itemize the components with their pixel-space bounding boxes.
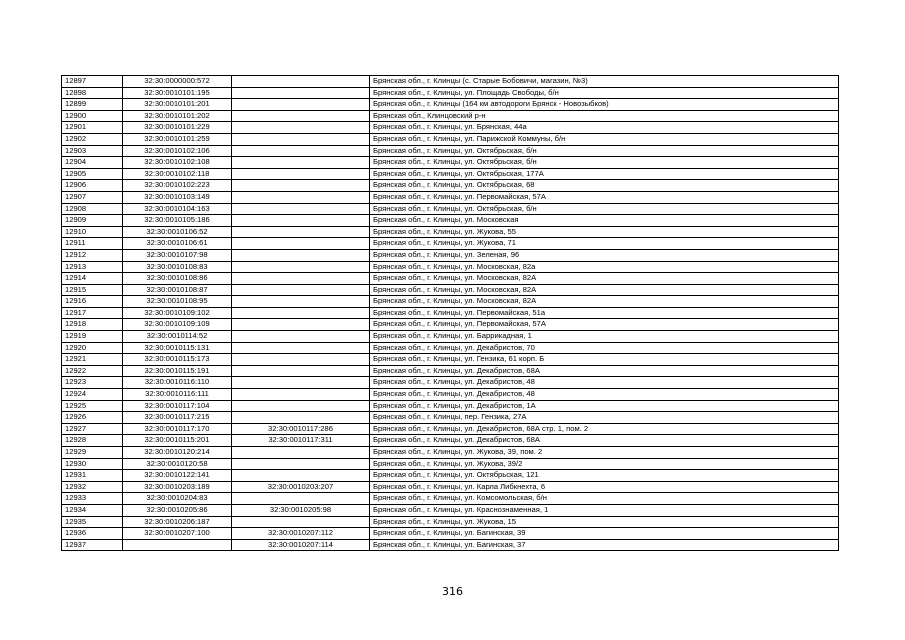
address-cell: Брянская обл., г. Клинцы, ул. Зеленая, 96 <box>370 249 839 261</box>
cadastral-number-cell: 32:30:0010106:52 <box>123 226 232 238</box>
row-number-cell: 12922 <box>62 365 123 377</box>
related-cadastral-number-cell <box>232 203 370 215</box>
address-cell: Брянская обл., г. Клинцы, ул. Карла Либкнехта, 6 <box>370 481 839 493</box>
address-cell: Брянская обл., г. Клинцы, ул. Жукова, 71 <box>370 238 839 250</box>
address-cell: Брянская обл., г. Клинцы, ул. Декабристов, 68А стр. 1, пом. 2 <box>370 423 839 435</box>
address-cell: Брянская обл., г. Клинцы, ул. Октябрьская, б/н <box>370 145 839 157</box>
row-number-cell: 12903 <box>62 145 123 157</box>
cadastral-number-cell: 32:30:0010104:163 <box>123 203 232 215</box>
related-cadastral-number-cell <box>232 122 370 134</box>
table-row <box>62 435 839 447</box>
row-number-cell: 12912 <box>62 249 123 261</box>
cadastral-number-cell: 32:30:0010108:87 <box>123 284 232 296</box>
row-number-cell: 12914 <box>62 273 123 285</box>
cadastral-number-cell: 32:30:0010101:259 <box>123 133 232 145</box>
cadastral-number-cell: 32:30:0010103:149 <box>123 191 232 203</box>
table-row <box>62 423 839 435</box>
address-cell: Брянская обл., г. Клинцы (164 км автодороги Брянск - Новозыбков) <box>370 99 839 111</box>
row-number-cell: 12920 <box>62 342 123 354</box>
table-body <box>62 76 839 551</box>
table-row <box>62 296 839 308</box>
address-cell: Брянская обл., г. Клинцы, ул. Декабристов, 70 <box>370 342 839 354</box>
cadastral-number-cell: 32:30:0010116:111 <box>123 389 232 401</box>
related-cadastral-number-cell <box>232 76 370 88</box>
cadastral-number-cell: 32:30:0010120:214 <box>123 447 232 459</box>
row-number-cell: 12908 <box>62 203 123 215</box>
related-cadastral-number-cell <box>232 447 370 459</box>
cadastral-number-cell: 32:30:0010115:201 <box>123 435 232 447</box>
table-row <box>62 191 839 203</box>
table-row <box>62 122 839 134</box>
related-cadastral-number-cell <box>232 389 370 401</box>
table-row <box>62 203 839 215</box>
cadastral-number-cell: 32:30:0010116:110 <box>123 377 232 389</box>
table-row <box>62 238 839 250</box>
cadastral-number-cell: 32:30:0010122:141 <box>123 470 232 482</box>
cadastral-number-cell: 32:30:0010109:102 <box>123 307 232 319</box>
related-cadastral-number-cell <box>232 273 370 285</box>
row-number-cell: 12917 <box>62 307 123 319</box>
cadastral-number-cell: 32:30:0010206:187 <box>123 516 232 528</box>
related-cadastral-number-cell <box>232 342 370 354</box>
related-cadastral-number-cell <box>232 261 370 273</box>
table-row <box>62 133 839 145</box>
table-row <box>62 99 839 111</box>
address-cell: Брянская обл., г. Клинцы, ул. Октябрьская, 68 <box>370 180 839 192</box>
related-cadastral-number-cell <box>232 99 370 111</box>
related-cadastral-number-cell <box>232 307 370 319</box>
table-row <box>62 331 839 343</box>
related-cadastral-number-cell: 32:30:0010203:207 <box>232 481 370 493</box>
related-cadastral-number-cell <box>232 354 370 366</box>
related-cadastral-number-cell <box>232 365 370 377</box>
table-row <box>62 76 839 88</box>
table-row <box>62 354 839 366</box>
address-cell: Брянская обл., г. Клинцы, ул. Площадь Свободы, б/н <box>370 87 839 99</box>
related-cadastral-number-cell: 32:30:0010117:286 <box>232 423 370 435</box>
cadastral-number-cell: 32:30:0010115:173 <box>123 354 232 366</box>
table-row <box>62 447 839 459</box>
related-cadastral-number-cell <box>232 331 370 343</box>
cadastral-number-cell: 32:30:0010102:108 <box>123 157 232 169</box>
cadastral-number-cell: 32:30:0010115:191 <box>123 365 232 377</box>
row-number-cell: 12927 <box>62 423 123 435</box>
cadastral-number-cell: 32:30:0010203:189 <box>123 481 232 493</box>
table-row <box>62 481 839 493</box>
address-cell: Брянская обл., г. Клинцы, ул. Парижской Коммуны, б/н <box>370 133 839 145</box>
cadastral-number-cell: 32:30:0010101:195 <box>123 87 232 99</box>
table-row <box>62 180 839 192</box>
address-cell: Брянская обл., г. Клинцы, ул. Декабристов, 68А <box>370 435 839 447</box>
related-cadastral-number-cell <box>232 87 370 99</box>
address-cell: Брянская обл., г. Клинцы, пер. Гензика, 27А <box>370 412 839 424</box>
row-number-cell: 12902 <box>62 133 123 145</box>
row-number-cell: 12909 <box>62 215 123 227</box>
cadastral-number-cell: 32:30:0010101:229 <box>123 122 232 134</box>
related-cadastral-number-cell <box>232 168 370 180</box>
table-row <box>62 377 839 389</box>
address-cell: Брянская обл., г. Клинцы (с. Старые Бобовичи, магазин, №3) <box>370 76 839 88</box>
row-number-cell: 12919 <box>62 331 123 343</box>
address-cell: Брянская обл., г. Клинцы, ул. Багинская, 39 <box>370 528 839 540</box>
cadastral-number-cell: 32:30:0010114:52 <box>123 331 232 343</box>
cadastral-number-cell: 32:30:0010105:186 <box>123 215 232 227</box>
table-row <box>62 226 839 238</box>
row-number-cell: 12928 <box>62 435 123 447</box>
related-cadastral-number-cell <box>232 493 370 505</box>
row-number-cell: 12937 <box>62 539 123 551</box>
cadastral-number-cell: 32:30:0010109:109 <box>123 319 232 331</box>
table-row <box>62 539 839 551</box>
address-cell: Брянская обл., г. Клинцы, ул. Первомайская, 57А <box>370 319 839 331</box>
address-cell: Брянская обл., г. Клинцы, ул. Багинская, 37 <box>370 539 839 551</box>
row-number-cell: 12905 <box>62 168 123 180</box>
related-cadastral-number-cell <box>232 157 370 169</box>
table-row <box>62 412 839 424</box>
table-row <box>62 157 839 169</box>
related-cadastral-number-cell <box>232 249 370 261</box>
address-cell: Брянская обл., г. Клинцы, ул. Московская, 82а <box>370 261 839 273</box>
address-cell: Брянская обл., г. Клинцы, ул. Краснознаменная, 1 <box>370 504 839 516</box>
related-cadastral-number-cell: 32:30:0010205:98 <box>232 504 370 516</box>
cadastral-number-cell: 32:30:0010117:104 <box>123 400 232 412</box>
address-cell: Брянская обл., Клинцовский р-н <box>370 110 839 122</box>
address-cell: Брянская обл., г. Клинцы, ул. Жукова, 15 <box>370 516 839 528</box>
row-number-cell: 12916 <box>62 296 123 308</box>
row-number-cell: 12936 <box>62 528 123 540</box>
related-cadastral-number-cell <box>232 133 370 145</box>
row-number-cell: 12931 <box>62 470 123 482</box>
cadastral-number-cell: 32:30:0010117:215 <box>123 412 232 424</box>
related-cadastral-number-cell: 32:30:0010207:114 <box>232 539 370 551</box>
table-row <box>62 493 839 505</box>
related-cadastral-number-cell <box>232 412 370 424</box>
table-row <box>62 342 839 354</box>
address-cell: Брянская обл., г. Клинцы, ул. Комсомольская, б/н <box>370 493 839 505</box>
cadastral-number-cell: 32:30:0010101:202 <box>123 110 232 122</box>
table-row <box>62 365 839 377</box>
table-row <box>62 389 839 401</box>
related-cadastral-number-cell <box>232 470 370 482</box>
cadastral-table <box>61 75 839 551</box>
address-cell: Брянская обл., г. Клинцы, ул. Первомайская, 57А <box>370 191 839 203</box>
table-row <box>62 215 839 227</box>
address-cell: Брянская обл., г. Клинцы, ул. Московская, 82А <box>370 284 839 296</box>
cadastral-number-cell: 32:30:0010205:86 <box>123 504 232 516</box>
related-cadastral-number-cell <box>232 215 370 227</box>
related-cadastral-number-cell <box>232 226 370 238</box>
cadastral-number-cell: 32:30:0010120:58 <box>123 458 232 470</box>
row-number-cell: 12925 <box>62 400 123 412</box>
row-number-cell: 12900 <box>62 110 123 122</box>
related-cadastral-number-cell <box>232 191 370 203</box>
cadastral-number-cell: 32:30:0010102:118 <box>123 168 232 180</box>
address-cell: Брянская обл., г. Клинцы, ул. Октябрьская, б/н <box>370 157 839 169</box>
row-number-cell: 12935 <box>62 516 123 528</box>
table-row <box>62 87 839 99</box>
row-number-cell: 12933 <box>62 493 123 505</box>
row-number-cell: 12930 <box>62 458 123 470</box>
row-number-cell: 12923 <box>62 377 123 389</box>
row-number-cell: 12915 <box>62 284 123 296</box>
table-row <box>62 249 839 261</box>
row-number-cell: 12929 <box>62 447 123 459</box>
row-number-cell: 12926 <box>62 412 123 424</box>
row-number-cell: 12901 <box>62 122 123 134</box>
table-row <box>62 307 839 319</box>
row-number-cell: 12921 <box>62 354 123 366</box>
related-cadastral-number-cell <box>232 284 370 296</box>
address-cell: Брянская обл., г. Клинцы, ул. Баррикадная, 1 <box>370 331 839 343</box>
page-number: 316 <box>442 585 463 598</box>
table-row <box>62 504 839 516</box>
table-row <box>62 273 839 285</box>
cadastral-number-cell: 32:30:0010102:223 <box>123 180 232 192</box>
cadastral-number-cell: 32:30:0010115:131 <box>123 342 232 354</box>
cadastral-number-cell <box>123 539 232 551</box>
row-number-cell: 12904 <box>62 157 123 169</box>
table-row <box>62 284 839 296</box>
row-number-cell: 12932 <box>62 481 123 493</box>
table-row <box>62 261 839 273</box>
cadastral-number-cell: 32:30:0010207:100 <box>123 528 232 540</box>
related-cadastral-number-cell <box>232 400 370 412</box>
address-cell: Брянская обл., г. Клинцы, ул. Брянская, 44а <box>370 122 839 134</box>
table-row <box>62 470 839 482</box>
cadastral-number-cell: 32:30:0010108:83 <box>123 261 232 273</box>
row-number-cell: 12934 <box>62 504 123 516</box>
address-cell: Брянская обл., г. Клинцы, ул. Октябрьская, б/н <box>370 203 839 215</box>
row-number-cell: 12907 <box>62 191 123 203</box>
related-cadastral-number-cell <box>232 145 370 157</box>
cadastral-number-cell: 32:30:0010102:106 <box>123 145 232 157</box>
row-number-cell: 12913 <box>62 261 123 273</box>
row-number-cell: 12910 <box>62 226 123 238</box>
address-cell: Брянская обл., г. Клинцы, ул. Жукова, 39, пом. 2 <box>370 447 839 459</box>
table-row <box>62 145 839 157</box>
cadastral-number-cell: 32:30:0010204:83 <box>123 493 232 505</box>
cadastral-number-cell: 32:30:0010106:61 <box>123 238 232 250</box>
address-cell: Брянская обл., г. Клинцы, ул. Гензика, 61 корп. Б <box>370 354 839 366</box>
cadastral-number-cell: 32:30:0010117:170 <box>123 423 232 435</box>
row-number-cell: 12897 <box>62 76 123 88</box>
row-number-cell: 12911 <box>62 238 123 250</box>
row-number-cell: 12899 <box>62 99 123 111</box>
address-cell: Брянская обл., г. Клинцы, ул. Первомайская, 51а <box>370 307 839 319</box>
related-cadastral-number-cell <box>232 296 370 308</box>
address-cell: Брянская обл., г. Клинцы, ул. Жукова, 39/2 <box>370 458 839 470</box>
address-cell: Брянская обл., г. Клинцы, ул. Декабристов, 48 <box>370 377 839 389</box>
row-number-cell: 12918 <box>62 319 123 331</box>
related-cadastral-number-cell: 32:30:0010117:311 <box>232 435 370 447</box>
cadastral-number-cell: 32:30:0010107:98 <box>123 249 232 261</box>
row-number-cell: 12924 <box>62 389 123 401</box>
table-row <box>62 528 839 540</box>
cadastral-number-cell: 32:30:0000000:572 <box>123 76 232 88</box>
related-cadastral-number-cell <box>232 516 370 528</box>
row-number-cell: 12898 <box>62 87 123 99</box>
table-row <box>62 516 839 528</box>
related-cadastral-number-cell <box>232 110 370 122</box>
table-row <box>62 458 839 470</box>
related-cadastral-number-cell <box>232 319 370 331</box>
related-cadastral-number-cell <box>232 458 370 470</box>
table-row <box>62 110 839 122</box>
row-number-cell: 12906 <box>62 180 123 192</box>
address-cell: Брянская обл., г. Клинцы, ул. Октябрьская, 121 <box>370 470 839 482</box>
table-row <box>62 400 839 412</box>
address-cell: Брянская обл., г. Клинцы, ул. Октябрьская, 177А <box>370 168 839 180</box>
address-cell: Брянская обл., г. Клинцы, ул. Московская, 82А <box>370 296 839 308</box>
address-cell: Брянская обл., г. Клинцы, ул. Московская <box>370 215 839 227</box>
cadastral-number-cell: 32:30:0010108:86 <box>123 273 232 285</box>
related-cadastral-number-cell <box>232 377 370 389</box>
related-cadastral-number-cell <box>232 180 370 192</box>
address-cell: Брянская обл., г. Клинцы, ул. Декабристов, 1А <box>370 400 839 412</box>
address-cell: Брянская обл., г. Клинцы, ул. Декабристов, 68А <box>370 365 839 377</box>
address-cell: Брянская обл., г. Клинцы, ул. Жукова, 55 <box>370 226 839 238</box>
address-cell: Брянская обл., г. Клинцы, ул. Декабристов, 48 <box>370 389 839 401</box>
table-row <box>62 319 839 331</box>
address-cell: Брянская обл., г. Клинцы, ул. Московская, 82А <box>370 273 839 285</box>
table-row <box>62 168 839 180</box>
related-cadastral-number-cell: 32:30:0010207:112 <box>232 528 370 540</box>
related-cadastral-number-cell <box>232 238 370 250</box>
cadastral-number-cell: 32:30:0010101:201 <box>123 99 232 111</box>
cadastral-number-cell: 32:30:0010108:95 <box>123 296 232 308</box>
